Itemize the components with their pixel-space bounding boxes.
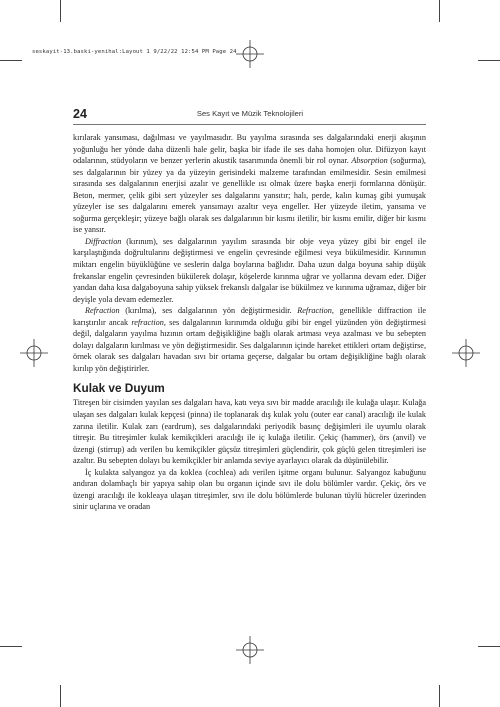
- crop-mark-top-right-v: [439, 0, 440, 22]
- header-rule: [73, 124, 426, 125]
- paragraph-diffusion-absorption: [73, 132, 426, 236]
- paragraph-diffraction: [73, 236, 426, 305]
- crop-mark-top-left-h: [0, 60, 22, 61]
- section-heading: Kulak ve Duyum: [73, 381, 165, 396]
- crop-mark-bottom-left-v: [60, 685, 61, 707]
- term-refraction: Refraction: [85, 306, 120, 316]
- crop-mark-top-left-v: [60, 0, 61, 22]
- registration-mark-top-icon: [236, 40, 264, 68]
- crop-mark-top-right-h: [478, 60, 500, 61]
- registration-mark-right-icon: [452, 339, 480, 367]
- paragraph-text: , ses dalgalarının kırınımda olduğu gibi bir engel yüzünden yön değiştirmesi değil, dalgaların yayılma hızının ortam değişikliğine bağlı olarak artması veya azalması ve bu sebepten dolayı dalgaların kırılması ve yön değiştirmesidir. Ses dalgalarının içinde hareket ettikleri ortam değiştirse, örnek olarak ses dalgaları havadan sıvı bir ortama geçerse, dalgalar bu ortam değişikliğine bağlı olarak kırılıp yön değiştirirler.: [73, 317, 426, 373]
- paragraph-refraction: [73, 305, 426, 374]
- term-refraction: refraction: [131, 317, 164, 327]
- paragraph-text: kırılarak yansıması, dağılması ve yayılmasıdır. Bu yayılma sırasında ses dalgalarındaki enerji akışının yoğunluğu her yönde daha düzenli hale gelir, başka bir ifade ile ses daha homojen olur. Difüzyon kayıt odalarının, stüdyoların ve benzer yerlerin akustik tasarımında önemli bir rol oynar.: [73, 133, 426, 166]
- paragraph-text: (kırınım), ses dalgalarının yayılım sırasında bir obje veya yüzey gibi bir engel ile karşılaştığında doğrultularını değiştirmesi ve engelin çevresinde eğilmesi veya bükülmesidir. Kırınımın miktarı engelin büyüklüğüne ve seslerin dalga boylarına bağlıdır. Daha uzun dalga boyuna sahip düşük frekanslar engelin çevresinden bükülerek dolaşır, köşelerde kırınma uğrar ve yollarına devam eder. Diğer yandan daha kısa dalgaboyuna sahip yüksek frekanslı dalgalar ise bükülmez ve kırınıma uğramaz, diğer bir deyişle yola devam edemezler.: [73, 236, 426, 304]
- term-refraction: Refraction: [297, 306, 332, 316]
- paragraph-cochlea: İç kulakta salyangoz ya da koklea (cochlea) adı verilen işitme organı bulunur. Salyangoz kabuğunu andıran dolambaçlı bir yapıya sahip olan bu organın içinde sıvı ile dolu bölümler vardır. Çekiç, örs ve üzengi aracılığı ile kokleaya ulaşan titreşimler, sıvı ile dolu bölümlerde bulunan tüylü hücreler üzerinden sinir uçlarına ve oradan: [73, 467, 426, 512]
- registration-mark-bottom-icon: [236, 636, 264, 664]
- crop-mark-bottom-left-h: [0, 646, 22, 647]
- crop-mark-bottom-right-h: [478, 646, 500, 647]
- paragraph-text: (soğurma), ses dalgalarının bir yüzey ya da yüzeyin gerisindeki malzeme tarafından emilmesidir. Sesin emilmesi sırasında ses dalgalarının enerjisi azalır ve genellikle ısı olmak üzere başka enerji formlarına dönüşür. Beton, mermer, çelik gibi sert yüzeyler ses dalgalarını yansıtır; halı, perde, kalın kumaş gibi yumuşak yüzeyler ise ses dalgalarını emerek yansımayı azaltır veya engeller. Her yüzeyde iletim, yansıma ve soğurma gerçekleşir; yüzeye bağlı olarak ses dalgalarının bir kısmı iletilir, bir kısmı emilir, diğer bir kısmı ise yansır.: [73, 156, 426, 235]
- paragraph-ear-transmission: Titreşen bir cisimden yayılan ses dalgaları hava, katı veya sıvı bir madde aracılığı ile kulağa ulaşır. Kulağa ulaşan ses dalgaları kulak kepçesi (pinna) ile toplanarak dış kulak yolu (outer ear canal) aracılığı ile kulak zarına iletilir. Kulak zarı (eardrum), ses dalgalarındaki periyodik basınç değişimleri ile uyumlu olarak titreşir. Bu titreşimler kulak kemikçikleri aracılığı ile iç kulağa iletilir. Çekiç (hammer), örs (anvil) ve üzengi (stirrup) adı verilen bu kemikçikler güçsüz titreşimleri güçlendirir, çok güçlü gelen titreşimleri ise azaltır. Bu sebepten dolayı bu kemikçikler bir anlamda seviye ayarlayıcı olarak da düşünülebilir.: [73, 398, 426, 466]
- paragraph-text: , genellikle diffraction ile karıştırılır ancak: [73, 306, 426, 327]
- term-absorption: Absorption: [351, 156, 388, 166]
- page-number: 24: [73, 107, 87, 121]
- registration-mark-left-icon: [20, 339, 48, 367]
- crop-mark-bottom-right-v: [439, 685, 440, 707]
- term-diffraction: Diffraction: [85, 236, 122, 246]
- page-body: [73, 132, 426, 513]
- running-title: Ses Kayıt ve Müzik Teknolojileri: [196, 109, 304, 118]
- paragraph-text: (kırılma), ses dalgalarının yön değiştirmesidir.: [119, 306, 298, 316]
- printer-slug-line: seskayit-13.baski-yenihal:Layout 1 9/22/22 12:54 PM Page 24: [32, 49, 237, 55]
